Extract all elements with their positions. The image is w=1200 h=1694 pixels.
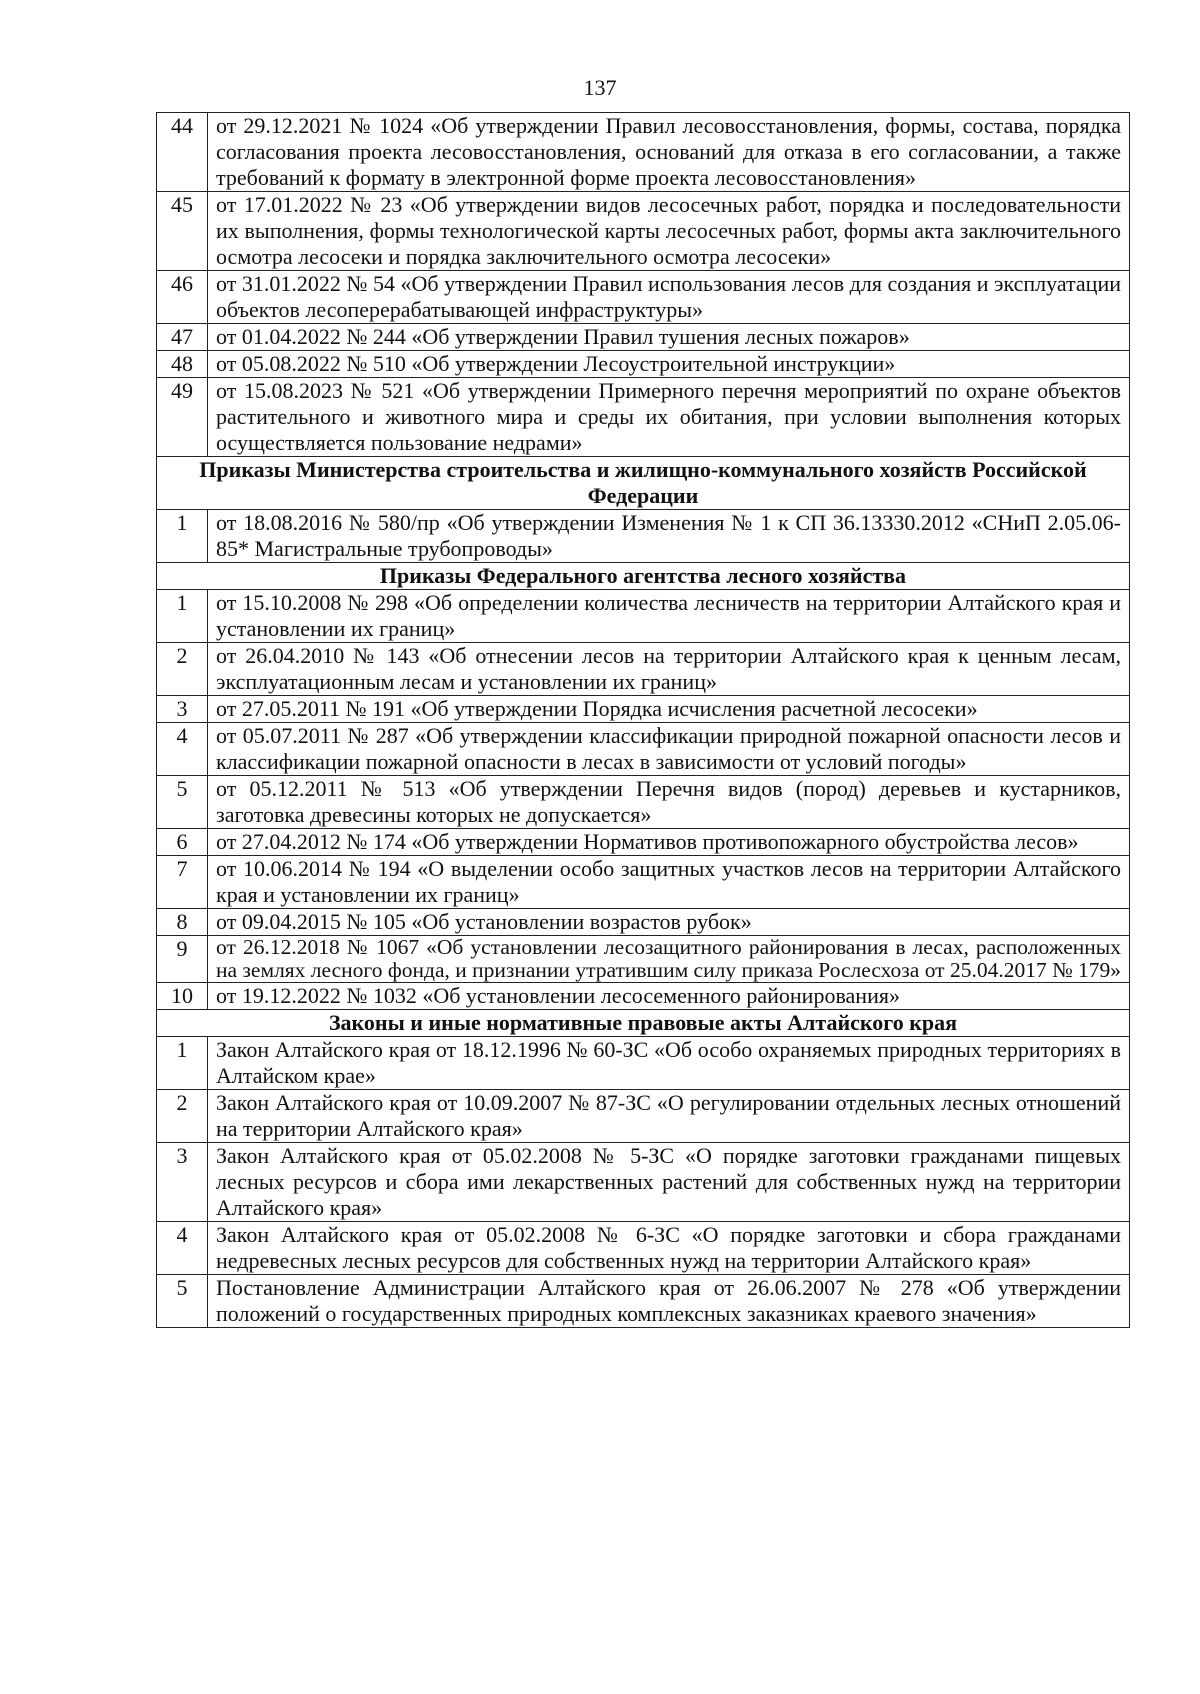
row-number: 48 [157, 351, 208, 378]
act-description: от 17.01.2022 № 23 «Об утверждении видов лесосечных работ, порядка и последовательности их выполнения, формы технологической карты лесосечных работ, формы акта заключительного осмотра лесосеки и порядка заключительного осмотра лесосеки» [208, 192, 1130, 271]
row-number: 1 [157, 590, 208, 643]
section-heading-row [157, 563, 1130, 590]
act-description: от 29.12.2021 № 1024 «Об утверждении Правил лесовосстановления, формы, состава, порядка согласования проекта лесовосстановления, оснований для отказа в его согласовании, а также требований к формату в электронной форме проекта лесовосстановления» [208, 113, 1130, 192]
act-description: от 05.12.2011 № 513 «Об утверждении Перечня видов (пород) деревьев и кустарников, заготовка древесины которых не допускается» [208, 776, 1130, 829]
act-description: от 31.01.2022 № 54 «Об утверждении Правил использования лесов для создания и эксплуатации объектов лесоперерабатывающей инфраструктуры» [208, 271, 1130, 324]
row-number: 1 [157, 510, 208, 563]
row-number: 8 [157, 909, 208, 936]
table-row [157, 936, 1130, 983]
row-number: 10 [157, 983, 208, 1010]
table-row [157, 723, 1130, 776]
row-number: 3 [157, 696, 208, 723]
act-description: от 26.04.2010 № 143 «Об отнесении лесов на территории Алтайского края к ценным лесам, эксплуатационным лесам и установлении их границ» [208, 643, 1130, 696]
table-row [157, 324, 1130, 351]
table-body [157, 113, 1130, 1328]
row-number: 2 [157, 643, 208, 696]
act-description: от 01.04.2022 № 244 «Об утверждении Правил тушения лесных пожаров» [208, 324, 1130, 351]
table-row [157, 696, 1130, 723]
act-description: Закон Алтайского края от 18.12.1996 № 60-ЗС «Об особо охраняемых природных территориях в Алтайском крае» [208, 1037, 1130, 1090]
row-number: 1 [157, 1037, 208, 1090]
table-row [157, 590, 1130, 643]
act-description: Постановление Администрации Алтайского края от 26.06.2007 № 278 «Об утверждении положений о государственных природных комплексных заказниках краевого значения» [208, 1275, 1130, 1328]
table-row [157, 776, 1130, 829]
act-description: от 15.10.2008 № 298 «Об определении количества лесничеств на территории Алтайского края и установлении их границ» [208, 590, 1130, 643]
section-heading: Приказы Министерства строительства и жилищно-коммунального хозяйств Российской Федерации [157, 457, 1130, 510]
legal-acts-table [156, 112, 1130, 1328]
table-row [157, 856, 1130, 909]
act-description: от 10.06.2014 № 194 «О выделении особо защитных участков лесов на территории Алтайского края и установлении их границ» [208, 856, 1130, 909]
table-row [157, 643, 1130, 696]
row-number: 3 [157, 1143, 208, 1222]
row-number: 6 [157, 829, 208, 856]
table-row [157, 1143, 1130, 1222]
table-row [157, 271, 1130, 324]
table-row [157, 351, 1130, 378]
table-row [157, 1275, 1130, 1328]
table-row [157, 1090, 1130, 1143]
table-row [157, 378, 1130, 457]
row-number: 9 [157, 936, 208, 983]
act-description: от 15.08.2023 № 521 «Об утверждении Примерного перечня мероприятий по охране объектов растительного и животного мира и среды их обитания, при условии выполнения которых осуществляется пользование недрами» [208, 378, 1130, 457]
row-number: 45 [157, 192, 208, 271]
row-number: 5 [157, 1275, 208, 1328]
act-description: от 18.08.2016 № 580/пр «Об утверждении Изменения № 1 к СП 36.13330.2012 «СНиП 2.05.06-85* Магистральные трубопроводы» [208, 510, 1130, 563]
act-description: Закон Алтайского края от 10.09.2007 № 87-ЗС «О регулировании отдельных лесных отношений на территории Алтайского края» [208, 1090, 1130, 1143]
act-description: от 27.04.2012 № 174 «Об утверждении Нормативов противопожарного обустройства лесов» [208, 829, 1130, 856]
act-description: от 26.12.2018 № 1067 «Об установлении лесозащитного районирования в лесах, расположенных на землях лесного фонда, и признании утратившим силу приказа Рослесхоза от 25.04.2017 № 179» [208, 936, 1130, 983]
section-heading: Законы и иные нормативные правовые акты Алтайского края [157, 1010, 1130, 1037]
section-heading-row [157, 457, 1130, 510]
row-number: 4 [157, 723, 208, 776]
table-row [157, 909, 1130, 936]
act-description: от 27.05.2011 № 191 «Об утверждении Порядка исчисления расчетной лесосеки» [208, 696, 1130, 723]
act-description: от 05.08.2022 № 510 «Об утверждении Лесоустроительной инструкции» [208, 351, 1130, 378]
act-description: от 05.07.2011 № 287 «Об утверждении классификации природной пожарной опасности лесов и классификации пожарной опасности в лесах в зависимости от условий погоды» [208, 723, 1130, 776]
table-row [157, 1222, 1130, 1275]
table-row [157, 113, 1130, 192]
table-row [157, 983, 1130, 1010]
table-row [157, 192, 1130, 271]
row-number: 7 [157, 856, 208, 909]
row-number: 2 [157, 1090, 208, 1143]
act-description: Закон Алтайского края от 05.02.2008 № 6-ЗС «О порядке заготовки и сбора гражданами недревесных лесных ресурсов для собственных нужд на территории Алтайского края» [208, 1222, 1130, 1275]
section-heading-row [157, 1010, 1130, 1037]
act-description: от 19.12.2022 № 1032 «Об установлении лесосеменного районирования» [208, 983, 1130, 1010]
act-description: Закон Алтайского края от 05.02.2008 № 5-ЗС «О порядке заготовки гражданами пищевых лесных ресурсов и сбора ими лекарственных растений для собственных нужд на территории Алтайского края» [208, 1143, 1130, 1222]
row-number: 47 [157, 324, 208, 351]
page-number: 137 [583, 75, 617, 100]
section-heading: Приказы Федерального агентства лесного хозяйства [157, 563, 1130, 590]
table-row [157, 1037, 1130, 1090]
row-number: 49 [157, 378, 208, 457]
table-row [157, 829, 1130, 856]
row-number: 4 [157, 1222, 208, 1275]
row-number: 46 [157, 271, 208, 324]
row-number: 5 [157, 776, 208, 829]
row-number: 44 [157, 113, 208, 192]
table-row [157, 510, 1130, 563]
act-description: от 09.04.2015 № 105 «Об установлении возрастов рубок» [208, 909, 1130, 936]
